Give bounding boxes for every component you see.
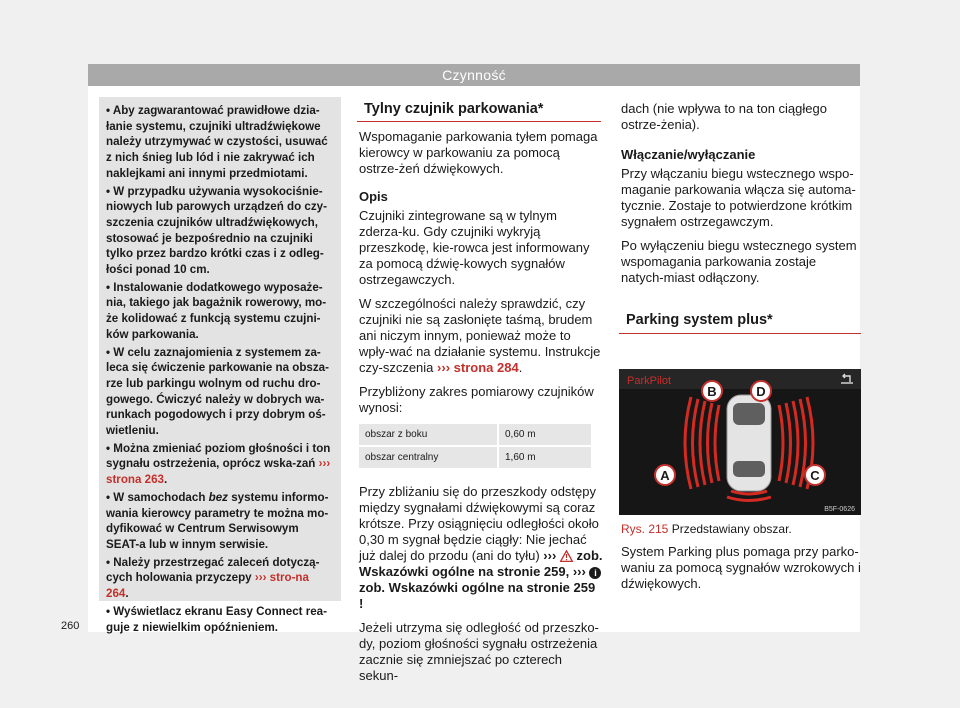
label-a-marker [655, 465, 675, 485]
header-bar [88, 64, 860, 86]
note-italic: bez [208, 490, 228, 504]
figure-number: Rys. 215 [621, 522, 669, 536]
info-link[interactable]: zob. Wskazówki ogólne na stronie 259 ! [359, 580, 596, 611]
plus-paragraph: System Parking plus pomaga przy parko-waniu za pomocą sygnałów wzrokowych i dźwiękowych. [621, 544, 861, 591]
range-intro: Przybliżony zakres pomiarowy czujników wynosi: [359, 384, 594, 415]
note-text: systemu informo-wania kierowcy parametry te można mo-dyfikować w Centrum Serwisowym SEAT-a lub w innym serwisie. [106, 490, 329, 551]
header-title: Czynność [442, 67, 506, 83]
last-paragraph: Jeżeli utrzyma się odległość od przeszko-dy, poziom głośności sygnału ostrzeżenia zacznie się zmniejszać po czterech sekun- [359, 620, 599, 683]
subheading-opis: Opis [359, 189, 388, 204]
parkpilot-screen [619, 369, 861, 515]
para-text: . [518, 360, 523, 375]
page-link[interactable]: ››› strona 263 [106, 457, 331, 487]
para-text: W szczególności należy sprawdzić, czy czujniki nie są zasłonięte taśmą, brudem ani niczym innym, ponieważ może to wpły-wać na działanie systemu. Instrukcje czy-szczenia [359, 296, 601, 375]
page-number: 260 [61, 620, 80, 632]
middle-column [359, 129, 603, 692]
note-item: • Wyświetlacz ekranu Easy Connect rea-guje z niewielkim opóźnieniem. [106, 604, 327, 634]
note-text: • Można zmieniać poziom głośności i ton sygnału ostrzeżenia, oprócz wska-zań [106, 441, 331, 471]
note-text: . [164, 473, 168, 487]
section-heading-plus: Parking system plus* [626, 312, 773, 328]
info-icon: i [589, 567, 601, 579]
note-item [106, 555, 334, 602]
approach-paragraph [359, 484, 603, 612]
svg-text:A: A [660, 468, 670, 483]
onoff-paragraph: Po wyłączeniu biegu wstecznego system wspomagania parkowania zostaje natych-miast odłączony. [621, 238, 857, 285]
range-table [359, 424, 591, 470]
right-column [621, 101, 861, 294]
note-item [106, 490, 334, 553]
page-link[interactable]: ››› stro-na 264 [106, 571, 309, 601]
plus-column [621, 544, 861, 600]
table-row [359, 446, 591, 469]
note-item: • Aby zagwarantować prawidłowe dzia-łanie systemu, czujniki ultradźwiękowe należy utrzymywać w czystości, usuwać z nich śnieg lub lód i nie zakrywać ich naklejkami ani innymi przedmiotami. [106, 104, 328, 180]
section-rule [619, 333, 861, 334]
para-text: Przy zbliżaniu się do przeszkody odstępy między sygnałami dźwiękowymi są coraz krótsze. Przy osiągnięciu odległości około 0,30 m sygnał będzie ciągły: Nie jechać już dalej do przodu (ani do tyłu) [359, 484, 599, 563]
svg-text:D: D [756, 384, 766, 399]
table-row [359, 424, 591, 446]
opis-paragraph [359, 296, 603, 376]
parkpilot-figure [619, 369, 861, 515]
svg-text:B: B [707, 384, 717, 399]
note-item: • Instalowanie dodatkowego wyposaże-nia, takiego jak bagażnik rowerowy, mo-że kolidować z funkcją systemu czujni-ków parkowania. [106, 280, 327, 341]
table-cell-label: obszar z boku [359, 424, 498, 446]
figure-caption-text: Przedstawiany obszar. [671, 522, 792, 536]
figure-code: B5F-0626 [824, 506, 855, 513]
arrow-ref: ››› [543, 548, 557, 563]
table-cell-value: 1,60 m [498, 446, 591, 469]
label-b-marker [702, 381, 722, 401]
arrow-ref: , ››› [565, 564, 586, 579]
intro-text: Wspomaganie parkowania tyłem pomaga kierowcy w parkowaniu za pomocą ostrze-żeń dźwiękowych. [359, 129, 598, 176]
subheading-onoff: Włączanie/wyłączanie [621, 147, 756, 162]
section-heading: Tylny czujnik parkowania* [364, 101, 544, 117]
label-d-marker [751, 381, 771, 401]
page-link[interactable]: ››› strona 284 [437, 360, 519, 375]
screen-title: ParkPilot [627, 375, 672, 387]
notes-box [99, 97, 341, 634]
note-item: • W celu zaznajomienia z systemem za-leca się ćwiczenie parkowanie na obsza-rze lub parkingu wolnym od ruchu dro-gowego. Ćwiczyć należy w dobrych wa-runkach pogodowych i przy dobrym oś-wietleniu. [106, 345, 329, 438]
continued-text: dach (nie wpływa to na ton ciągłego ostrze-żenia). [621, 101, 827, 132]
figure-caption [621, 522, 792, 536]
table-cell-value: 0,60 m [498, 424, 591, 446]
note-text: . [125, 587, 129, 601]
warning-icon [560, 550, 573, 562]
warning-link[interactable]: zob. Wskazówki ogólne na stronie 259 [359, 548, 603, 579]
note-item [106, 441, 334, 488]
section-rule [357, 121, 601, 122]
note-text: • W samochodach [106, 490, 206, 504]
onoff-paragraph: Przy włączaniu biegu wstecznego wspo-maganie parkowania włącza się automa-tycznie. Zostaje to potwierdzone krótkim sygnałem ostrzegawczym. [621, 166, 856, 229]
note-text: • Należy przestrzegać zaleceń dotyczą-cych holowania przyczepy [106, 555, 320, 585]
label-c-marker [805, 465, 825, 485]
svg-text:C: C [810, 468, 820, 483]
opis-paragraph: Czujniki zintegrowane są w tylnym zderza-ku. Gdy czujniki wykryją przeszkodę, kie-rowca jest informowany za pomocą dźwię-kowych sygnałów ostrzegawczych. [359, 208, 590, 287]
table-cell-label: obszar centralny [359, 446, 498, 469]
note-item: • W przypadku używania wysokociśnie-niowych lub parowych urządzeń do czy-szczenia czujników ultradźwiękowych, stosować je bezpośrednio na czujniki tylko przez bardzo krótki czas i z odleg-łości ponad 10 cm. [106, 184, 327, 277]
